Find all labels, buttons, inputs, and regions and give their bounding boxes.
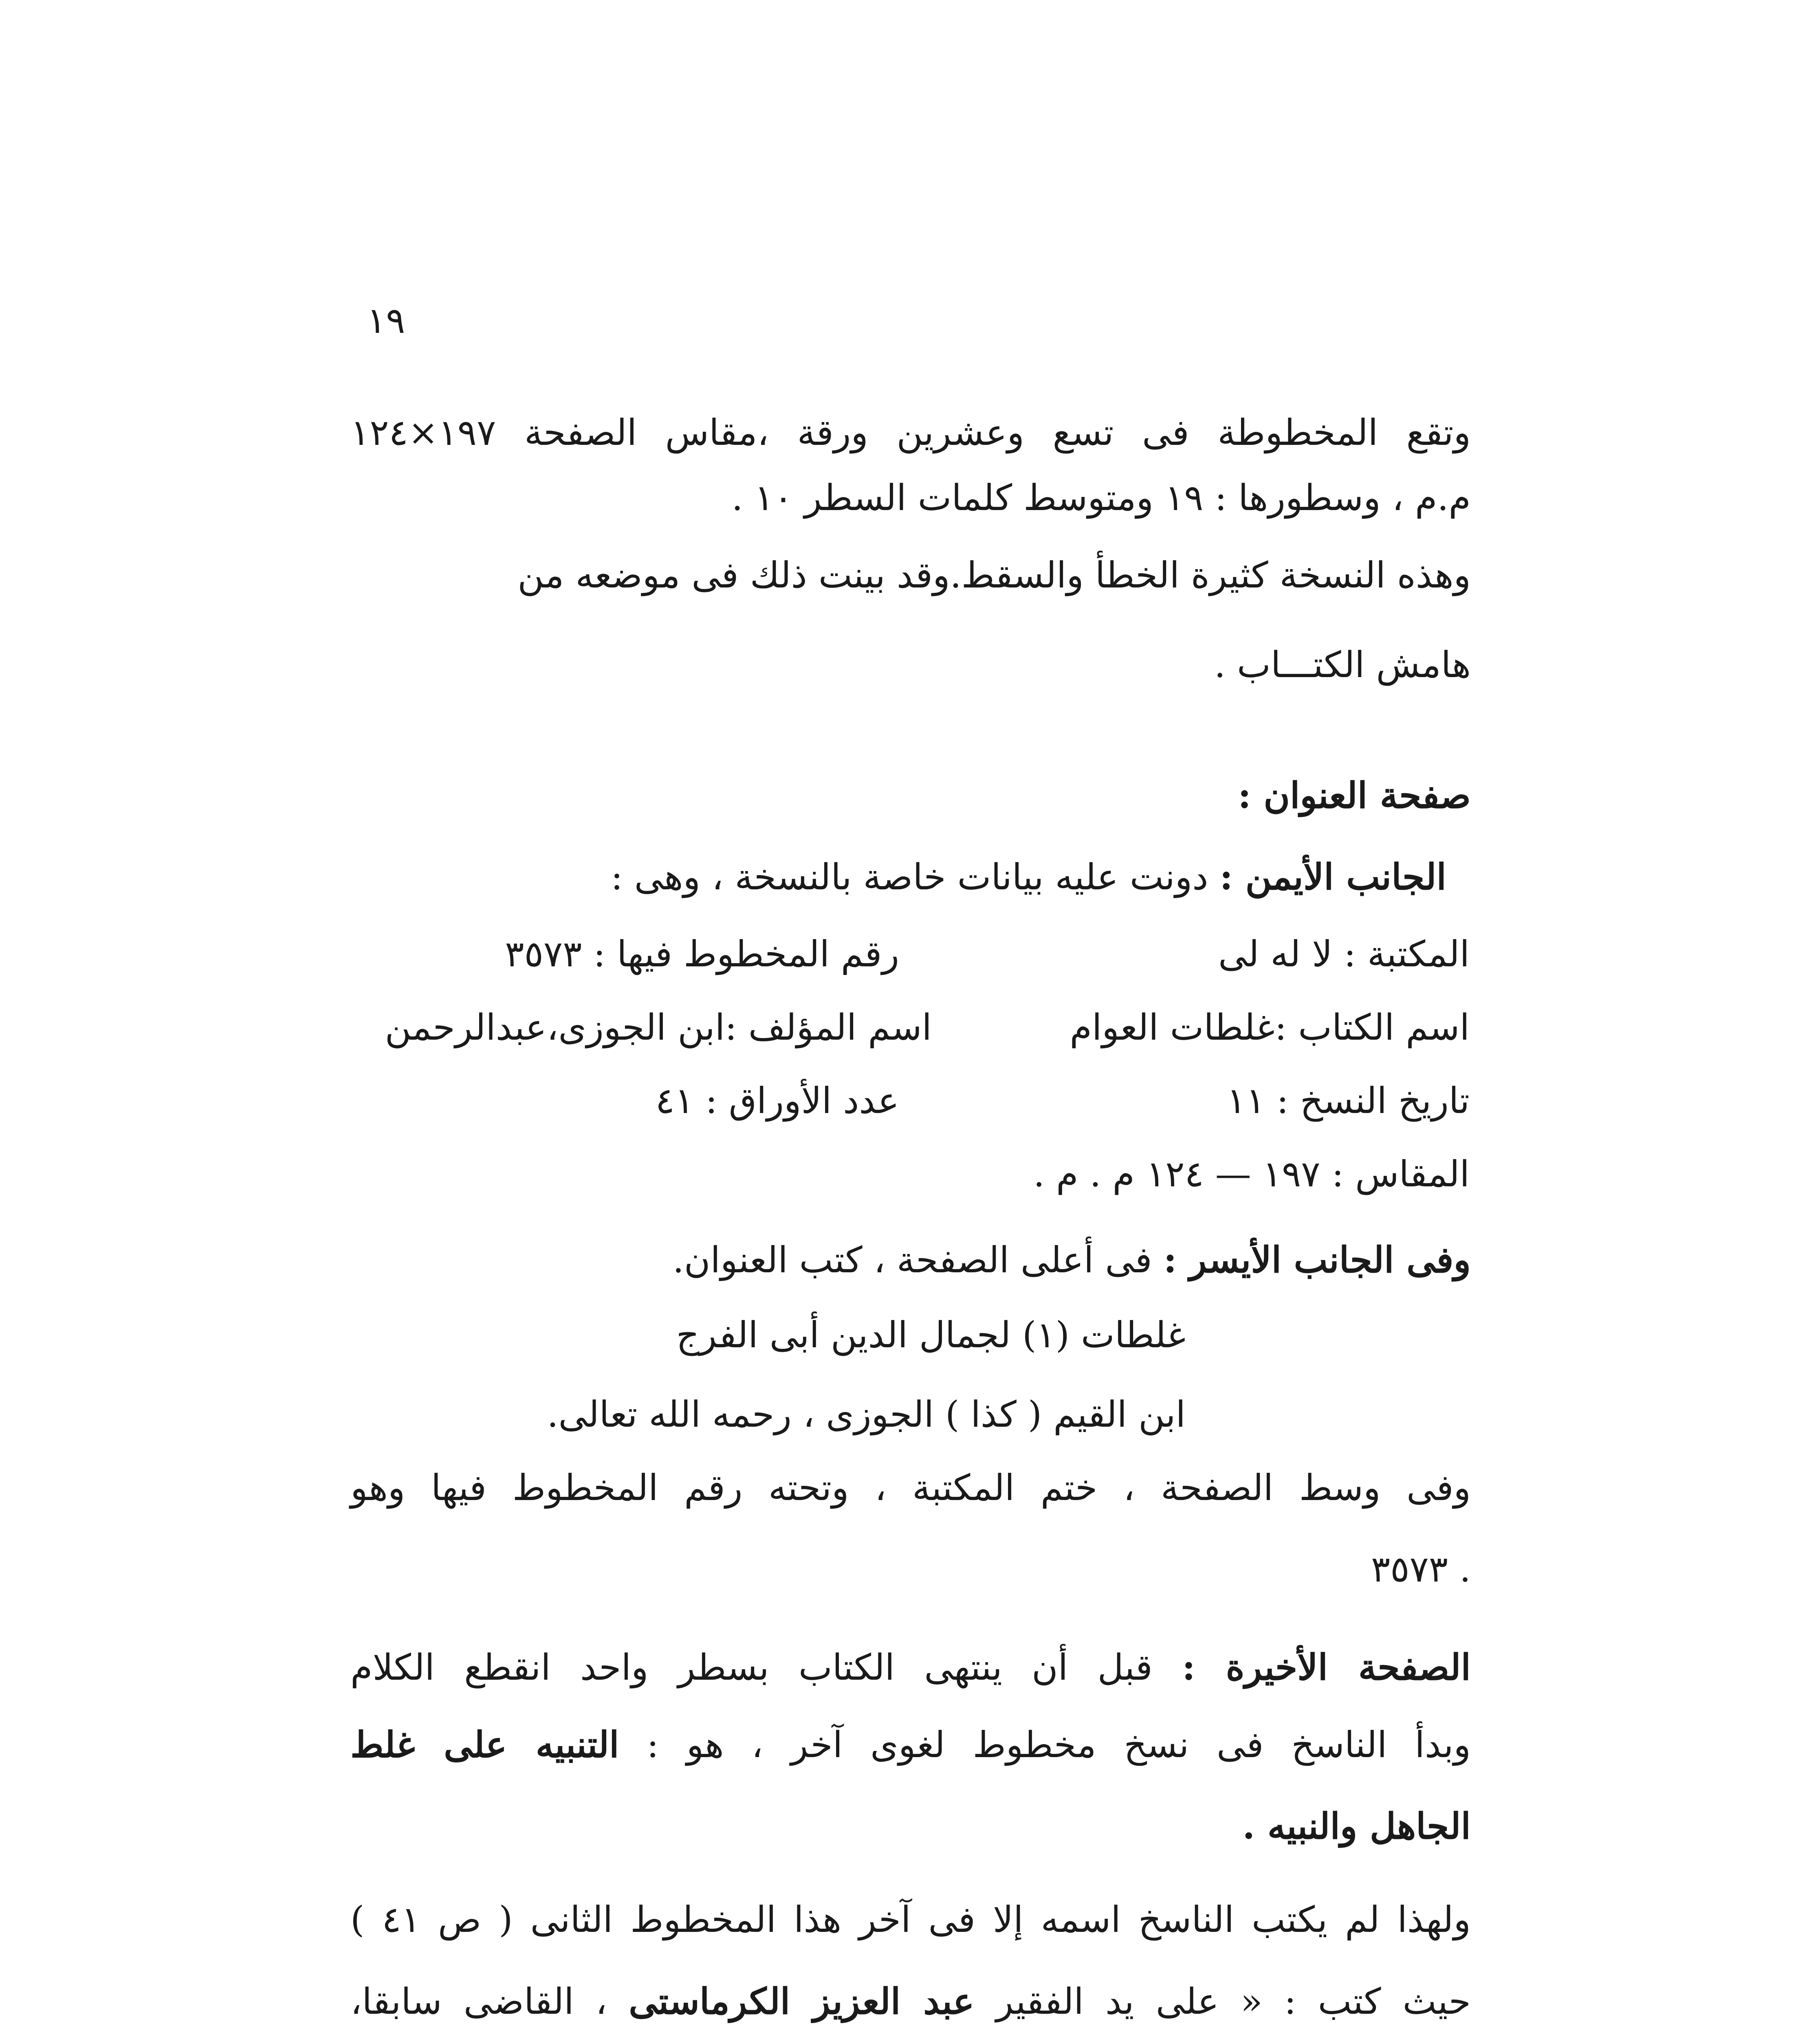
right-side-label: الجانب الأيمن : — [1219, 856, 1446, 898]
middle-line1: وفى وسط الصفحة ، ختم المكتبة ، وتحته رقم المخطوط فيها وهو — [350, 1467, 1471, 1509]
title-line2: ابن القيم ( كذا ) الجوزى ، رحمه الله تعالى. — [547, 1393, 1186, 1435]
main-text-2 — [350, 0, 1471, 2037]
last-page-line3: الجاهل والنبيه . — [1242, 1805, 1471, 1847]
middle-line2: . ٣٥٧٣ — [1371, 1548, 1471, 1590]
last-page-label: الصفحة الأخيرة : — [1182, 1646, 1471, 1688]
copyist-line2-bold: عبد العزيز الكرماستى — [629, 1980, 975, 2022]
library-field: المكتبة : لا له لى — [1218, 933, 1470, 975]
leaves-count-field: عدد الأوراق : ٤١ — [655, 1080, 899, 1122]
last-page-line1 — [350, 1646, 1471, 1688]
copyist-line2-end: ، القاضى سابقا، — [350, 1980, 607, 2022]
last-page-line1-text: قبل أن ينتهى الكتاب بسطر واحد انقطع الكلام — [350, 1646, 1153, 1688]
title-page-heading: صفحة العنوان : — [1238, 774, 1471, 816]
book-name-field: اسم الكتاب :غلطات العوام — [1070, 1006, 1470, 1048]
last-page-line2-bold: التنبيه على غلط — [350, 1723, 619, 1766]
para1-line2: م.م ، وسطورها : ١٩ ومتوسط كلمات السطر ١٠ . — [731, 477, 1471, 519]
manuscript-number-field: رقم المخطوط فيها : ٣٥٧٣ — [505, 933, 899, 975]
copyist-line2 — [350, 1980, 1471, 2022]
left-side-line — [673, 1238, 1471, 1281]
copyist-line2-start: حيث كتب : « على يد الفقير — [996, 1980, 1471, 2022]
para2-line1: وهذه النسخة كثيرة الخطأ والسقط.وقد بينت ذلك فى موضعه من — [517, 554, 1471, 596]
right-side-text: دونت عليه بيانات خاصة بالنسخة ، وهى : — [611, 856, 1208, 898]
left-side-text: فى أعلى الصفحة ، كتب العنوان. — [672, 1239, 1152, 1281]
page-number: ١٩ — [367, 299, 405, 341]
para1-line1: وتقع المخطوطة فى تسع وعشرين ورقة ،مقاس الصفحة ١٩٧×١٢٤ — [350, 411, 1471, 453]
para2-line2: هامش الكتـــاب . — [1214, 644, 1471, 686]
left-side-label: وفى الجانب الأيسر : — [1163, 1238, 1471, 1281]
copy-date-field: تاريخ النسخ : ١١ — [1226, 1080, 1470, 1122]
dimensions-field: المقاس : ١٩٧ — ١٢٤ م . م . — [1033, 1153, 1470, 1195]
title-line1: غلطات (١) لجمال الدين أبى الفرج — [676, 1314, 1186, 1356]
author-name-field: اسم المؤلف :ابن الجوزى،عبدالرحمن — [385, 1006, 932, 1048]
last-page-line2 — [350, 1723, 1471, 1766]
copyist-line1: ولهذا لم يكتب الناسخ اسمه إلا فى آخر هذا المخطوط الثانى ( ص ٤١ ) — [350, 1898, 1471, 1940]
last-page-line2-text: وبدأ الناسخ فى نسخ مخطوط لغوى آخر ، هو : — [647, 1724, 1471, 1766]
